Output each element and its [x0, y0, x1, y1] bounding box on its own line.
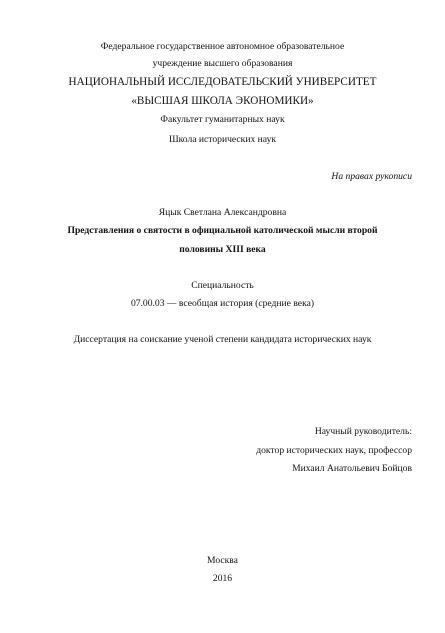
specialty-value: 07.00.03 — всеобщая история (средние века): [130, 298, 315, 309]
manuscript-note: На правах рукописи: [331, 171, 412, 182]
supervisor-degree: доктор исторических наук, профессор: [256, 445, 412, 456]
institution-type-line: Федеральное государственное автономное образовательное: [100, 41, 345, 52]
faculty-name: Факультет гуманитарных наук: [160, 114, 285, 125]
supervisor-label: Научный руководитель:: [314, 426, 412, 437]
university-name-quoted: «ВЫСШАЯ ШКОЛА ЭКОНОМИКИ»: [131, 95, 314, 107]
author-name: Яцык Светлана Александровна: [158, 207, 287, 218]
institution-level-line: учреждение высшего образования: [152, 58, 293, 69]
specialty-label: Специальность: [191, 280, 254, 291]
school-name: Школа исторических наук: [168, 134, 277, 145]
city: Москва: [207, 555, 238, 566]
thesis-title-line2: половины XIII века: [179, 244, 266, 255]
supervisor-name: Михаил Анатольевич Бойцов: [292, 463, 412, 474]
thesis-title-line1: Представления о святости в официальной католической мысли второй: [67, 225, 378, 236]
year: 2016: [212, 573, 233, 584]
university-name-line: НАЦИОНАЛЬНЫЙ ИССЛЕДОВАТЕЛЬСКИЙ УНИВЕРСИТЕТ: [68, 76, 377, 88]
degree-statement: Диссертация на соискание ученой степени кандидата исторических наук: [73, 334, 372, 345]
